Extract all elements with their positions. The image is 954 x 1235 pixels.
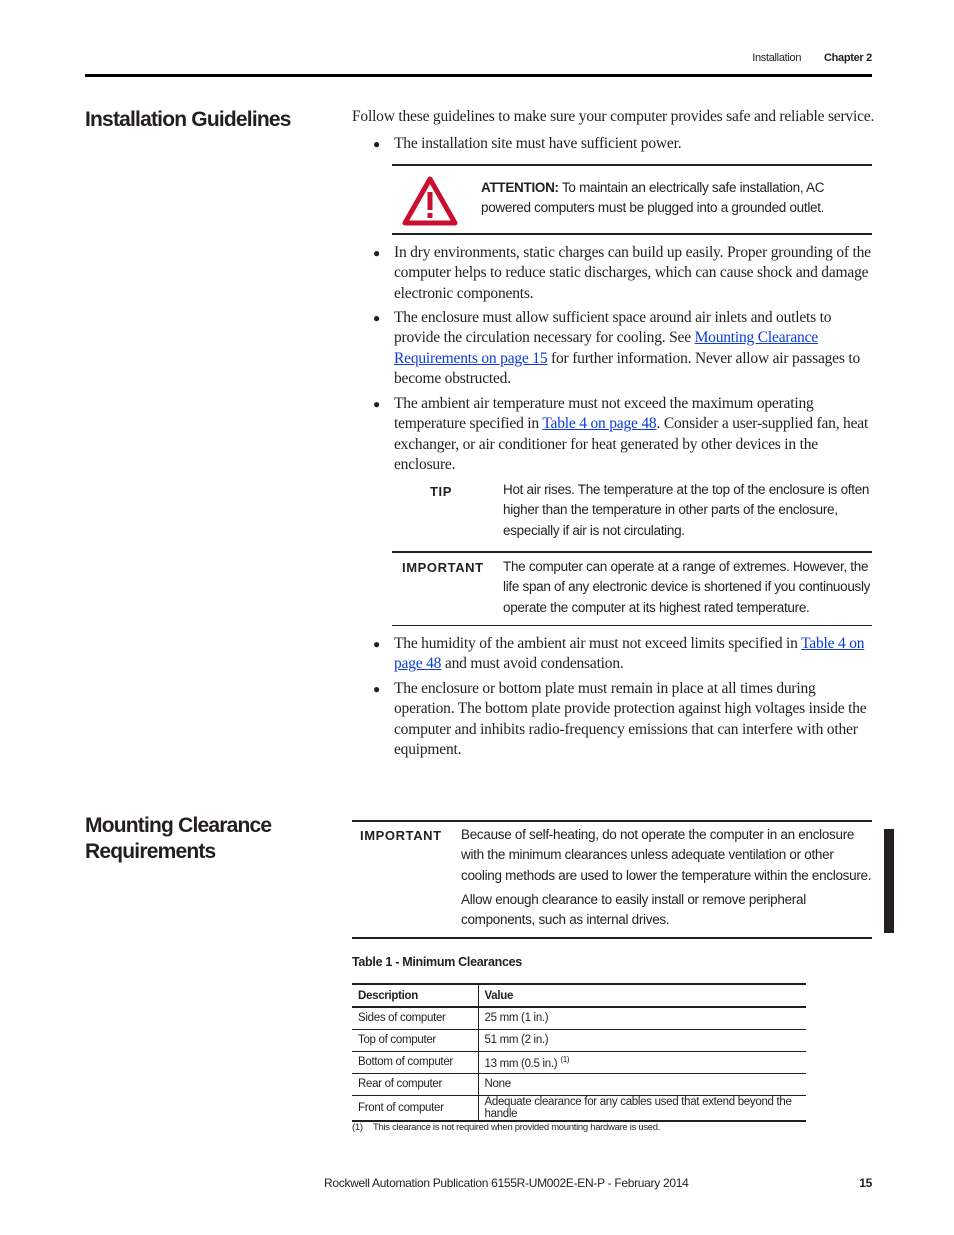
attention-bottom-rule — [392, 233, 872, 235]
footnote-text: This clearance is not required when provided mounting hardware is used. — [373, 1122, 661, 1133]
warning-triangle-icon — [402, 176, 458, 226]
header-rule — [85, 74, 872, 77]
section-heading-installation: Installation Guidelines — [85, 108, 291, 131]
link-table-4[interactable]: Table 4 on page 48 — [394, 635, 865, 673]
text-run: The humidity of the ambient air must not exceed limits specified in — [394, 635, 802, 652]
important-top-rule — [352, 820, 872, 822]
text-run: The ambient air temperature must not exceed the maximum operating temperature specified in — [394, 395, 814, 433]
section-heading-mounting — [85, 813, 271, 865]
bullet-icon: ● — [373, 137, 381, 151]
list-item-text: In dry environments, static charges can build up easily. Proper grounding of the computer helps to reduce static discharges, which can cause shock and damage electronic components. — [394, 244, 871, 302]
table-row — [352, 1073, 806, 1095]
text-run: for further information. Never allow air passages to become obstructed. — [394, 349, 861, 387]
link-table-4[interactable]: Table 4 on page 48 — [542, 415, 657, 433]
table-row — [352, 1051, 806, 1073]
table-cell: Sides of computer — [352, 1007, 478, 1029]
table-cell: Rear of computer — [352, 1073, 478, 1095]
header-section: Installation — [752, 52, 802, 64]
heading-line: Mounting Clearance — [85, 814, 272, 837]
column-header: Value — [478, 984, 806, 1007]
table-cell — [478, 1051, 806, 1073]
table-cell: 25 mm (1 in.) — [478, 1007, 806, 1029]
heading-line: Requirements — [85, 840, 216, 863]
running-header — [85, 52, 872, 72]
table-cell: 51 mm (2 in.) — [478, 1029, 806, 1051]
attention-label: ATTENTION: — [481, 180, 559, 195]
table-cell: Bottom of computer — [352, 1051, 478, 1073]
list-item-text: The enclosure or bottom plate must remain in place at all times during operation. The bottom plate provide protection against high voltages inside the computer and inhibits radio-frequency emissions that can interfere with other equipment. — [394, 680, 867, 758]
table-header-row — [352, 984, 806, 1007]
bullet-icon: ● — [373, 682, 381, 696]
table-caption: Table 1 - Minimum Clearances — [352, 955, 522, 969]
bullet-icon: ● — [373, 311, 381, 325]
table-cell: Front of computer — [352, 1095, 478, 1121]
intro-paragraph: Follow these guidelines to make sure your computer provides safe and reliable service. — [352, 108, 875, 125]
attention-message — [481, 178, 861, 218]
footnote-mark: (1) — [352, 1122, 363, 1133]
table-row — [352, 1007, 806, 1029]
table-cell: Adequate clearance for any cables used that extend beyond the handle — [478, 1095, 806, 1121]
important-text-p2: Allow enough clearance to easily install or remove peripheral components, such as internal drives. — [461, 892, 806, 928]
important-label: IMPORTANT — [402, 560, 484, 575]
chapter-thumb-tab — [884, 829, 894, 933]
important-label: IMPORTANT — [360, 828, 442, 843]
text-run: The enclosure must allow sufficient space around air inlets and outlets to provide the circulation necessary for cooling. See — [394, 309, 832, 347]
bullet-icon: ● — [373, 246, 381, 260]
attention-text: To maintain an electrically safe installation, AC powered computers must be plugged into a grounded outlet. — [481, 180, 825, 215]
publication-id: Rockwell Automation Publication 6155R-UM002E-EN-P - February 2014 — [324, 1176, 689, 1190]
bullet-icon: ● — [373, 397, 381, 411]
important-bottom-rule — [352, 937, 872, 939]
list-item-text — [394, 634, 874, 675]
list-item-text: The installation site must have sufficient power. — [394, 135, 682, 152]
bullet-icon: ● — [373, 637, 381, 651]
table-cell: None — [478, 1073, 806, 1095]
table-cell: Top of computer — [352, 1029, 478, 1051]
page-number: 15 — [859, 1176, 872, 1190]
attention-top-rule — [392, 164, 872, 166]
text-run: and must avoid condensation. — [441, 655, 624, 673]
column-header: Description — [352, 984, 478, 1007]
list-item-text — [394, 308, 874, 389]
cell-value: 13 mm (0.5 in.) — [484, 1057, 558, 1070]
table-footnote — [352, 1122, 660, 1133]
important-text: The computer can operate at a range of extremes. However, the life span of any electronic device is shortened if you continuously operate the computer at its highest rated temperature. — [503, 559, 871, 615]
important-text-p1: Because of self-heating, do not operate the computer in an enclosure with the minimum clearances unless adequate ventilation or other cooling methods are used to lower the temperature within the enclosure. — [461, 827, 872, 883]
clearance-table — [352, 983, 806, 1122]
tip-text: Hot air rises. The temperature at the top of the enclosure is often higher than the temperature in other parts of the enclosure, especially if air is not circulating. — [503, 482, 870, 538]
header-chapter: Chapter 2 — [823, 52, 872, 64]
table-row — [352, 1095, 806, 1121]
table-row — [352, 1029, 806, 1051]
important-bottom-rule — [392, 625, 872, 626]
tip-label: TIP — [430, 484, 453, 499]
important-top-rule — [392, 551, 872, 553]
link-mounting-clearance[interactable]: Mounting Clearance Requirements on page 15 — [394, 329, 818, 367]
text-run: . Consider a user-supplied fan, heat exchanger, or air conditioner for heat generated by other devices in the enclosure. — [394, 415, 869, 473]
list-item-text — [394, 394, 874, 475]
footnote-ref: (1) — [560, 1054, 570, 1064]
